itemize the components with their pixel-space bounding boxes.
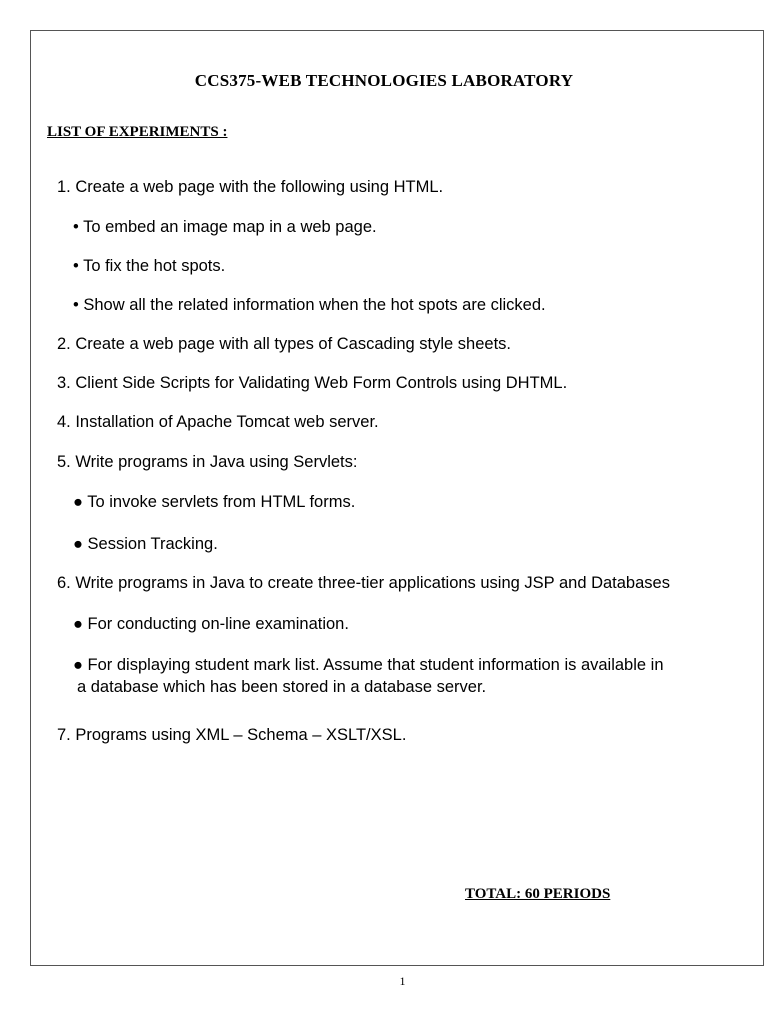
experiment-4: 4. Installation of Apache Tomcat web server. [57, 413, 379, 431]
experiment-6-subitem-2-continuation: a database which has been stored in a database server. [77, 678, 487, 696]
experiment-1-subitem-3: • Show all the related information when the hot spots are clicked. [73, 296, 546, 314]
experiment-1-subitem-1: • To embed an image map in a web page. [73, 218, 377, 236]
total-periods: TOTAL: 60 PERIODS [465, 886, 611, 902]
experiment-5: 5. Write programs in Java using Servlets: [57, 453, 358, 471]
experiment-6-subitem-2: ● For displaying student mark list. Assume that student information is available in [73, 656, 664, 674]
experiment-3: 3. Client Side Scripts for Validating Web Form Controls using DHTML. [57, 374, 568, 392]
experiment-6: 6. Write programs in Java to create three-tier applications using JSP and Databases [57, 574, 670, 592]
experiment-1-subitem-2: • To fix the hot spots. [73, 257, 226, 275]
experiment-2: 2. Create a web page with all types of Cascading style sheets. [57, 335, 511, 353]
experiment-1: 1. Create a web page with the following using HTML. [57, 178, 444, 196]
document-title: CCS375-WEB TECHNOLOGIES LABORATORY [194, 71, 574, 90]
section-heading: LIST OF EXPERIMENTS : [47, 124, 228, 140]
experiment-5-subitem-2: ● Session Tracking. [73, 535, 218, 553]
experiment-5-subitem-1: ● To invoke servlets from HTML forms. [73, 493, 356, 511]
page-number: 1 [399, 974, 406, 988]
experiment-7: 7. Programs using XML – Schema – XSLT/XSL. [57, 726, 407, 744]
experiment-6-subitem-1: ● For conducting on-line examination. [73, 615, 349, 633]
